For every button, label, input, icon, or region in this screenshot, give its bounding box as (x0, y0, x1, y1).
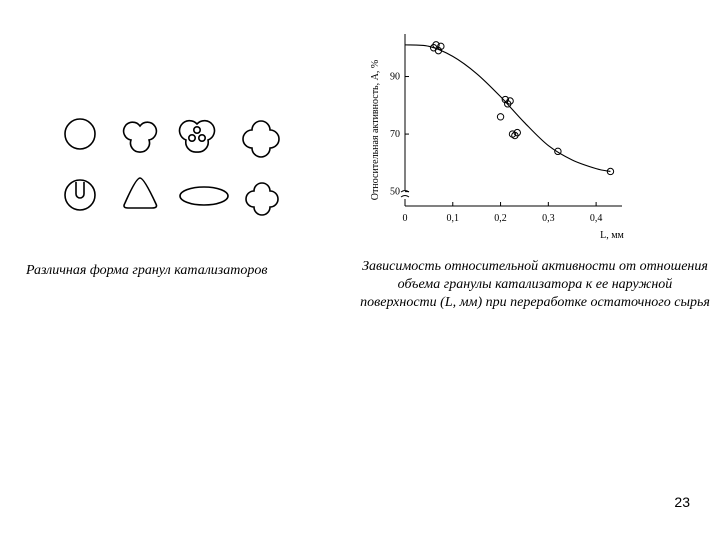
chart-points-layer (430, 42, 613, 175)
activity-chart (0, 0, 720, 260)
page-number: 23 (674, 494, 690, 510)
fit-curve (405, 45, 610, 172)
y-tick-label: 90 (390, 71, 400, 83)
y-tick-label: 50 (390, 186, 400, 198)
chart-axes (390, 34, 622, 224)
x-tick-label: 0,3 (542, 213, 555, 224)
x-tick-label: 0 (402, 213, 408, 224)
x-tick-label: 0,4 (589, 213, 603, 224)
data-point (497, 114, 503, 120)
y-axis-label: Относительная активность, A, % (370, 59, 381, 201)
y-tick-label: 70 (390, 129, 400, 141)
x-tick-label: 0,2 (494, 213, 507, 224)
right-caption: Зависимость относительной активности от отношения объема гранулы катализатора к ее наружной поверхности (L, мм) при переработке остаточного сырья (360, 259, 710, 310)
x-tick-label: 0,1 (446, 213, 460, 224)
x-axis-label: L, мм (600, 230, 624, 241)
chart-curve-layer (405, 45, 610, 172)
left-caption: Различная форма гранул катализаторов (26, 263, 268, 278)
